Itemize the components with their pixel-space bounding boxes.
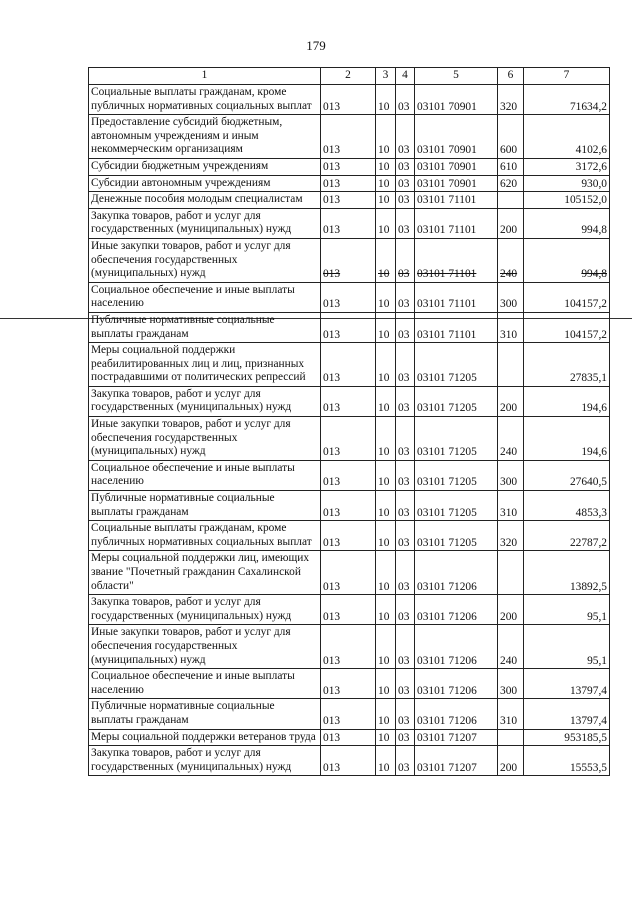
table-row [89, 669, 610, 699]
cell-name: Публичные нормативные социальные выплаты гражданам [89, 699, 321, 729]
table-row [89, 175, 610, 192]
table-row [89, 238, 610, 282]
cell-name: Субсидии автономным учреждениям [89, 175, 321, 192]
table-row [89, 521, 610, 551]
cell-expense-type: 320 [498, 521, 524, 551]
cell-name: Публичные нормативные социальные выплаты гражданам [89, 312, 321, 342]
cell-target-article: 03101 71205 [415, 343, 498, 387]
table-row [89, 343, 610, 387]
cell-name: Иные закупки товаров, работ и услуг для обеспечения государственных (муниципальных) нужд [89, 625, 321, 669]
cell-target-article: 03101 71101 [415, 282, 498, 312]
cell-subsection: 03 [396, 208, 415, 238]
cell-expense-type: 310 [498, 699, 524, 729]
cell-section: 10 [376, 491, 396, 521]
cell-subsection: 03 [396, 491, 415, 521]
cell-section: 10 [376, 343, 396, 387]
cell-expense-type: 200 [498, 746, 524, 776]
cell-section: 10 [376, 699, 396, 729]
header-col-5: 5 [415, 68, 498, 85]
cell-amount: 194,6 [524, 417, 610, 461]
cell-target-article: 03101 71205 [415, 491, 498, 521]
cell-section: 10 [376, 386, 396, 416]
cell-code: 013 [321, 417, 376, 461]
budget-table [88, 67, 610, 776]
table-row [89, 115, 610, 159]
cell-expense-type [498, 729, 524, 746]
cell-amount: 994,8 [524, 238, 610, 282]
cell-amount: 95,1 [524, 595, 610, 625]
cell-code: 013 [321, 175, 376, 192]
cell-section: 10 [376, 175, 396, 192]
table-row [89, 417, 610, 461]
cell-amount: 71634,2 [524, 85, 610, 115]
cell-expense-type: 240 [498, 417, 524, 461]
cell-name: Социальное обеспечение и иные выплаты населению [89, 669, 321, 699]
cell-expense-type [498, 192, 524, 209]
cell-subsection: 03 [396, 595, 415, 625]
cell-section: 10 [376, 208, 396, 238]
header-col-2: 2 [321, 68, 376, 85]
cell-code: 013 [321, 343, 376, 387]
cell-section: 10 [376, 312, 396, 342]
table-row [89, 158, 610, 175]
cell-subsection: 03 [396, 521, 415, 551]
cell-name: Субсидии бюджетным учреждениям [89, 158, 321, 175]
cell-expense-type: 240 [498, 625, 524, 669]
cell-code: 013 [321, 208, 376, 238]
cell-expense-type: 600 [498, 115, 524, 159]
table-row [89, 386, 610, 416]
header-col-7: 7 [524, 68, 610, 85]
cell-name: Публичные нормативные социальные выплаты гражданам [89, 491, 321, 521]
cell-subsection: 03 [396, 669, 415, 699]
cell-amount: 13797,4 [524, 669, 610, 699]
cell-code: 013 [321, 491, 376, 521]
cell-amount: 22787,2 [524, 521, 610, 551]
cell-code: 013 [321, 625, 376, 669]
cell-subsection: 03 [396, 282, 415, 312]
cell-target-article: 03101 70901 [415, 85, 498, 115]
cell-amount: 953185,5 [524, 729, 610, 746]
cell-expense-type: 300 [498, 460, 524, 490]
cell-subsection: 03 [396, 729, 415, 746]
cell-section: 10 [376, 729, 396, 746]
cell-section: 10 [376, 192, 396, 209]
cell-amount: 95,1 [524, 625, 610, 669]
table-row [89, 85, 610, 115]
cell-name: Закупка товаров, работ и услуг для государственных (муниципальных) нужд [89, 746, 321, 776]
cell-section: 10 [376, 595, 396, 625]
cell-name: Закупка товаров, работ и услуг для государственных (муниципальных) нужд [89, 595, 321, 625]
cell-target-article: 03101 71207 [415, 746, 498, 776]
table-row [89, 729, 610, 746]
cell-target-article: 03101 70901 [415, 158, 498, 175]
cell-name: Закупка товаров, работ и услуг для государственных (муниципальных) нужд [89, 386, 321, 416]
cell-code: 013 [321, 386, 376, 416]
cell-amount: 194,6 [524, 386, 610, 416]
table-row [89, 208, 610, 238]
table-row [89, 491, 610, 521]
cell-section: 10 [376, 669, 396, 699]
cell-amount: 104157,2 [524, 312, 610, 342]
cell-target-article: 03101 71205 [415, 417, 498, 461]
cell-code: 013 [321, 699, 376, 729]
cell-amount: 27640,5 [524, 460, 610, 490]
cell-section: 10 [376, 238, 396, 282]
cell-subsection: 03 [396, 746, 415, 776]
cell-subsection: 03 [396, 699, 415, 729]
cell-target-article: 03101 71205 [415, 386, 498, 416]
cell-subsection: 03 [396, 85, 415, 115]
cell-name: Закупка товаров, работ и услуг для государственных (муниципальных) нужд [89, 208, 321, 238]
cell-subsection: 03 [396, 417, 415, 461]
cell-subsection: 03 [396, 158, 415, 175]
cell-subsection: 03 [396, 192, 415, 209]
table-row [89, 699, 610, 729]
cell-amount: 13797,4 [524, 699, 610, 729]
cell-name: Меры социальной поддержки реабилитированных лиц и лиц, признанных пострадавшими от политических репрессий [89, 343, 321, 387]
table-row [89, 312, 610, 342]
cell-name: Меры социальной поддержки лиц, имеющих звание "Почетный гражданин Сахалинской области" [89, 551, 321, 595]
page-number: 179 [306, 38, 326, 53]
cell-subsection: 03 [396, 551, 415, 595]
cell-target-article: 03101 71207 [415, 729, 498, 746]
cell-amount: 4853,3 [524, 491, 610, 521]
cell-subsection: 03 [396, 386, 415, 416]
cell-section: 10 [376, 551, 396, 595]
cell-code: 013 [321, 158, 376, 175]
cell-section: 10 [376, 625, 396, 669]
cell-section: 10 [376, 460, 396, 490]
cell-section: 10 [376, 417, 396, 461]
cell-amount: 13892,5 [524, 551, 610, 595]
table-row [89, 625, 610, 669]
header-row [89, 68, 610, 85]
cell-amount: 930,0 [524, 175, 610, 192]
cell-expense-type: 200 [498, 208, 524, 238]
cell-amount: 27835,1 [524, 343, 610, 387]
cell-expense-type: 310 [498, 312, 524, 342]
cell-code: 013 [321, 746, 376, 776]
cell-expense-type: 300 [498, 282, 524, 312]
cell-expense-type: 310 [498, 491, 524, 521]
table-row [89, 551, 610, 595]
cell-code: 013 [321, 115, 376, 159]
cell-amount: 4102,6 [524, 115, 610, 159]
cell-target-article: 03101 71101 [415, 312, 498, 342]
cell-section: 10 [376, 115, 396, 159]
header-col-4: 4 [396, 68, 415, 85]
cell-target-article: 03101 71205 [415, 460, 498, 490]
cell-target-article: 03101 70901 [415, 175, 498, 192]
table-row [89, 192, 610, 209]
cell-expense-type: 240 [498, 238, 524, 282]
cell-code: 013 [321, 85, 376, 115]
header-col-3: 3 [376, 68, 396, 85]
cell-target-article: 03101 71101 [415, 238, 498, 282]
cell-code: 013 [321, 312, 376, 342]
cell-section: 10 [376, 85, 396, 115]
cell-name: Иные закупки товаров, работ и услуг для обеспечения государственных (муниципальных) нужд [89, 417, 321, 461]
cell-section: 10 [376, 158, 396, 175]
cell-target-article: 03101 71206 [415, 551, 498, 595]
cell-amount: 104157,2 [524, 282, 610, 312]
cell-section: 10 [376, 521, 396, 551]
cell-code: 013 [321, 729, 376, 746]
cell-target-article: 03101 71101 [415, 192, 498, 209]
cell-target-article: 03101 71101 [415, 208, 498, 238]
cell-expense-type: 610 [498, 158, 524, 175]
cell-section: 10 [376, 746, 396, 776]
cell-amount: 994,8 [524, 208, 610, 238]
cell-subsection: 03 [396, 175, 415, 192]
cell-amount: 15553,5 [524, 746, 610, 776]
cell-name: Меры социальной поддержки ветеранов труда [89, 729, 321, 746]
table-body [89, 85, 610, 776]
cell-target-article: 03101 71206 [415, 669, 498, 699]
table-row [89, 595, 610, 625]
header-col-6: 6 [498, 68, 524, 85]
cell-expense-type: 620 [498, 175, 524, 192]
cell-code: 013 [321, 595, 376, 625]
cell-expense-type: 200 [498, 386, 524, 416]
cell-name: Денежные пособия молодым специалистам [89, 192, 321, 209]
table-row [89, 460, 610, 490]
cell-target-article: 03101 71205 [415, 521, 498, 551]
cell-subsection: 03 [396, 625, 415, 669]
cell-target-article: 03101 71206 [415, 595, 498, 625]
cell-amount: 105152,0 [524, 192, 610, 209]
cell-subsection: 03 [396, 312, 415, 342]
header-col-1: 1 [89, 68, 321, 85]
cell-expense-type [498, 343, 524, 387]
cell-name: Социальные выплаты гражданам, кроме публичных нормативных социальных выплат [89, 85, 321, 115]
cell-section: 10 [376, 282, 396, 312]
cell-subsection: 03 [396, 238, 415, 282]
cell-code: 013 [321, 238, 376, 282]
cell-expense-type: 200 [498, 595, 524, 625]
cell-subsection: 03 [396, 460, 415, 490]
cell-code: 013 [321, 460, 376, 490]
table-row [89, 282, 610, 312]
cell-code: 013 [321, 192, 376, 209]
cell-name: Предоставление субсидий бюджетным, автономным учреждениям и иным некоммерческим организациям [89, 115, 321, 159]
cell-name: Иные закупки товаров, работ и услуг для обеспечения государственных (муниципальных) нужд [89, 238, 321, 282]
cell-subsection: 03 [396, 115, 415, 159]
cell-code: 013 [321, 521, 376, 551]
cell-code: 013 [321, 551, 376, 595]
cell-code: 013 [321, 669, 376, 699]
cell-amount: 3172,6 [524, 158, 610, 175]
cell-subsection: 03 [396, 343, 415, 387]
cell-expense-type [498, 551, 524, 595]
cell-name: Социальные выплаты гражданам, кроме публичных нормативных социальных выплат [89, 521, 321, 551]
cell-target-article: 03101 70901 [415, 115, 498, 159]
cell-target-article: 03101 71206 [415, 625, 498, 669]
cell-name: Социальное обеспечение и иные выплаты населению [89, 460, 321, 490]
table-row [89, 746, 610, 776]
cell-name: Социальное обеспечение и иные выплаты населению [89, 282, 321, 312]
cell-expense-type: 320 [498, 85, 524, 115]
cell-expense-type: 300 [498, 669, 524, 699]
cell-target-article: 03101 71206 [415, 699, 498, 729]
cell-code: 013 [321, 282, 376, 312]
